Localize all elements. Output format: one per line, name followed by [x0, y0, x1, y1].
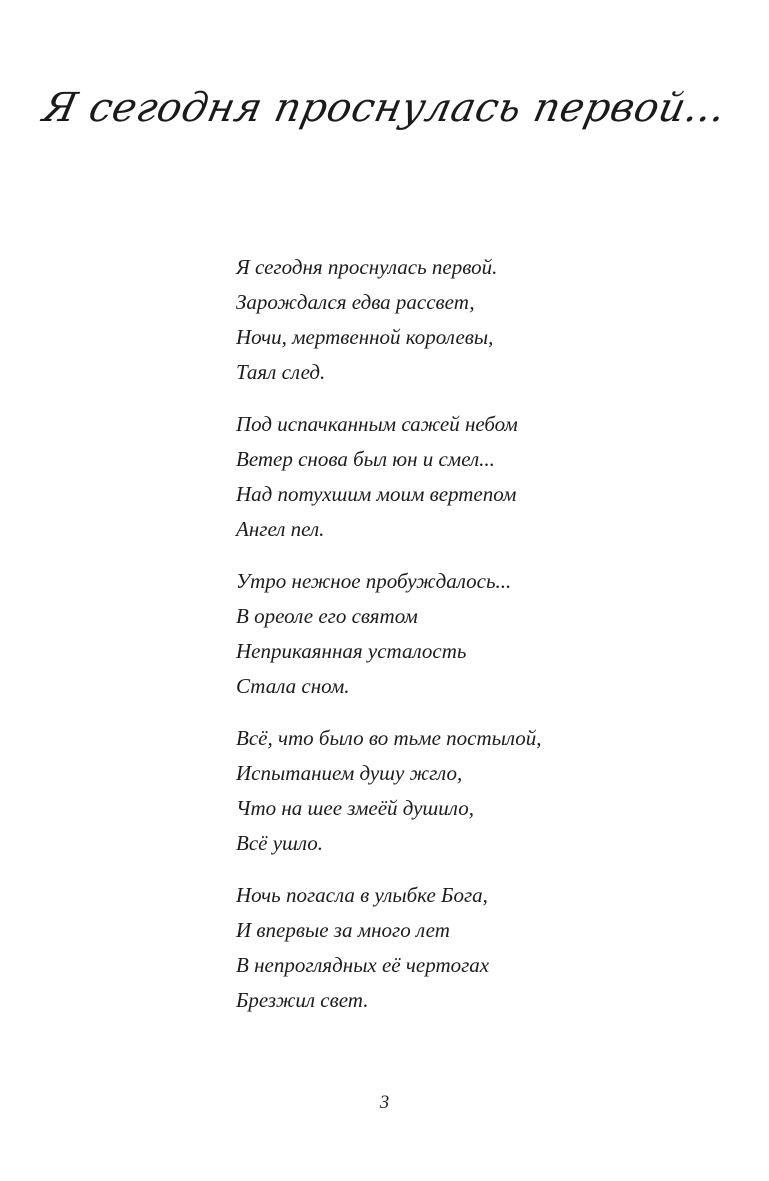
poem-line: В ореоле его святом [236, 604, 418, 628]
stanza-5 [236, 878, 696, 1018]
poem-line: Брезжил свет. [236, 988, 369, 1012]
poem-line: И впервые за много лет [236, 918, 450, 942]
poem-title: Я сегодня проснулась первой... [39, 85, 730, 131]
poem-line: Ангел пел. [236, 517, 325, 541]
poem-line: Таял след. [236, 360, 326, 384]
stanza-2 [236, 407, 696, 547]
poem-line: Ветер снова был юн и смел... [236, 447, 495, 471]
poem-line: Стала сном. [236, 674, 350, 698]
poem-line: В непроглядных её чертогах [236, 953, 490, 977]
stanza-4 [236, 721, 696, 861]
page-number: 3 [379, 1092, 390, 1113]
poem-body [236, 250, 696, 1035]
poem-line: Что на шее змеёй душило, [236, 796, 474, 820]
poem-line: Я сегодня проснулась первой. [236, 255, 498, 279]
poem-line: Всё ушло. [236, 831, 324, 855]
poem-line: Неприкаянная усталость [236, 639, 467, 663]
poem-line: Испытанием душу жгло, [236, 761, 463, 785]
poem-line: Над потухшим моим вертепом [236, 482, 517, 506]
poem-line: Зарождался едва рассвет, [236, 290, 475, 314]
poem-line: Под испачканным сажей небом [236, 412, 518, 436]
poem-line: Всё, что было во тьме постылой, [236, 726, 542, 750]
poem-line: Ночь погасла в улыбке Бога, [236, 883, 488, 907]
stanza-1 [236, 250, 696, 390]
poem-line: Ночи, мертвенной королевы, [236, 325, 494, 349]
stanza-3 [236, 564, 696, 704]
poem-line: Утро нежное пробуждалось... [236, 569, 512, 593]
